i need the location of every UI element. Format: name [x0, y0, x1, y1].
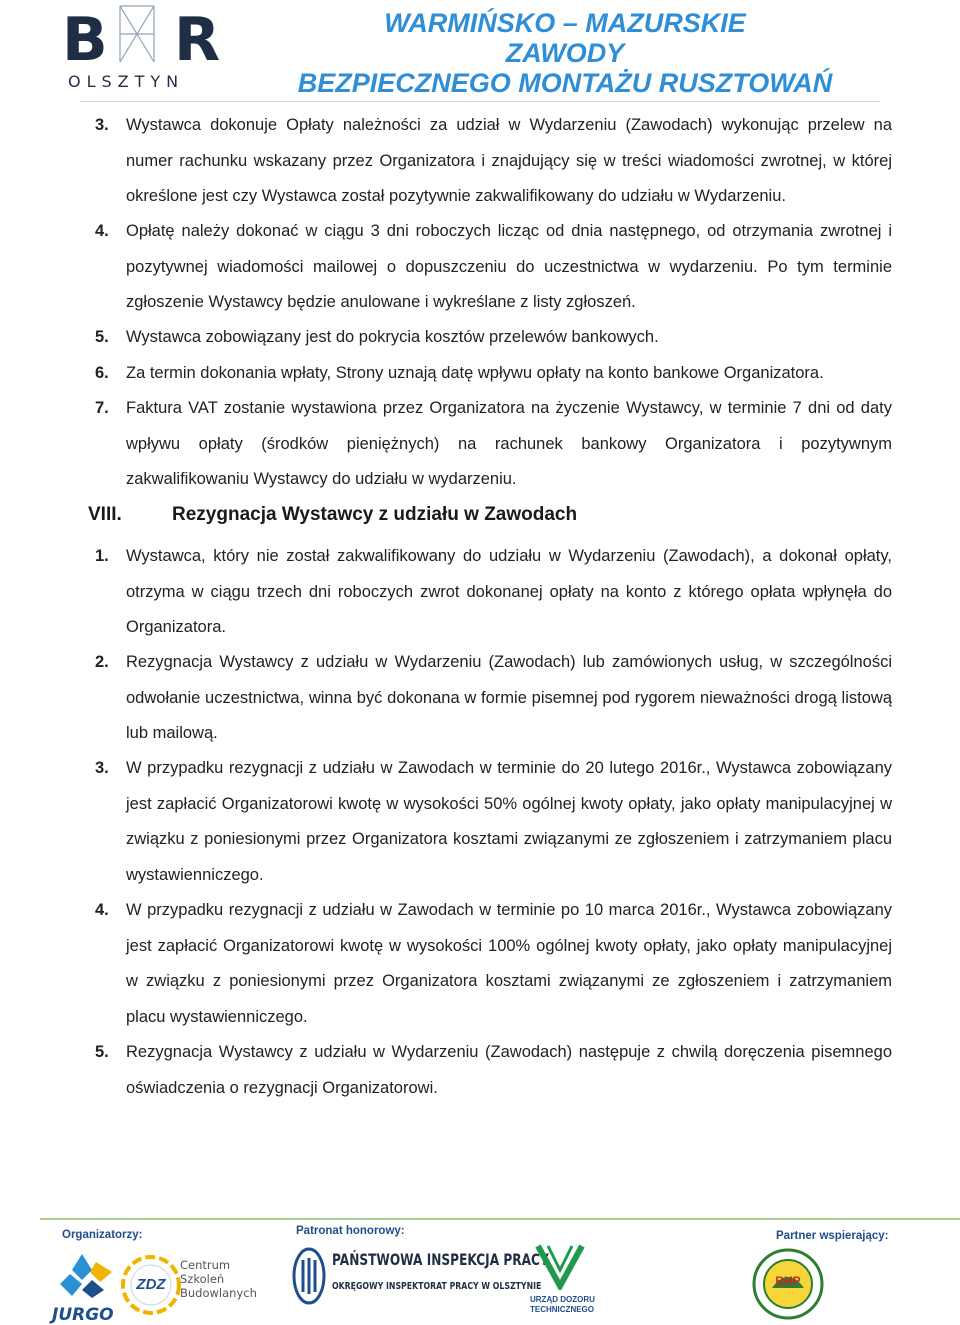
udt-logo-icon — [530, 1242, 590, 1290]
bhp-partner-logo — [752, 1248, 824, 1320]
bmr-logo — [62, 4, 232, 96]
zdz-logo — [120, 1252, 182, 1318]
udt-logo — [530, 1242, 595, 1320]
event-title — [270, 8, 860, 98]
svg-text:B: B — [62, 5, 108, 66]
patron-label: Patronat honorowy: — [296, 1225, 405, 1237]
list-item-text: W przypadku rezygnacji z udziału w Zawodach w terminie po 10 marca 2016r., Wystawca zobowiązany jest zapłacić Organizatorowi kwotę w wysokości 100% ogólnej kwoty opłaty, jako opłaty manipulacyjnej w związku z poniesionymi przez Organizatora kosztami związanymi ze zgłoszeniem i zatrzymaniem placu wystawienniczego. — [126, 901, 892, 1026]
list-item — [95, 108, 892, 215]
udt-logo-line-1: URZĄD DOZORU — [530, 1295, 595, 1304]
list-item-text: Wystawca dokonuje Opłaty należności za udział w Wydarzeniu (Zawodach) wykonując przelew na numer rachunku wskazany przez Organizatora i znajdujący się w treści wiadomości zwrotnej, w której określone jest czy Wystawca został pozytywnie zakwalifikowany do udziału w Wydarzeniu. — [126, 116, 892, 205]
pip-logo-subtitle: OKRĘGOWY INSPEKTORAT PRACY W OLSZTYNIE — [332, 1281, 542, 1292]
header-divider — [80, 101, 880, 102]
list-item — [95, 320, 892, 356]
list-item-number: 1. — [95, 547, 109, 565]
bhp-badge-text: BHP — [775, 1274, 801, 1288]
event-title-line-3: BEZPIECZNEGO MONTAŻU RUSZTOWAŃ — [297, 68, 833, 98]
list-item-text: W przypadku rezygnacji z udziału w Zawodach w terminie do 20 lutego 2016r., Wystawca zobowiązany jest zapłacić Organizatorowi kwotę w wysokości 50% ogólnej kwoty opłaty, jako opłaty manipulacyjnej w związku z poniesionymi przez Organizatora kosztami związanymi ze zgłoszeniem i zatrzymaniem placu wystawienniczego. — [126, 759, 892, 884]
list-item — [95, 539, 892, 646]
bmr-logo-city: OLSZTYN — [68, 72, 185, 91]
zdz-badge-text: ZDZ — [136, 1276, 166, 1293]
list-item-text: Wystawca zobowiązany jest do pokrycia kosztów przelewów bankowych. — [126, 328, 659, 346]
list-item — [95, 893, 892, 1035]
partner-label: Partner wspierający: — [776, 1230, 889, 1242]
list-item-text: Opłatę należy dokonać w ciągu 3 dni roboczych licząc od dnia następnego, od otrzymania zwrotnej i pozytywnej wiadomości mailowej o dopuszczeniu do uczestnictwa w wydarzeniu. Po tym terminie zgłoszenie Wystawcy będzie anulowane i wykreślane z listy zgłoszeń. — [126, 222, 892, 311]
bmr-logo-mark — [62, 4, 232, 66]
list-item-number: 3. — [95, 759, 109, 777]
czsb-logo — [180, 1258, 270, 1300]
list-item-number: 7. — [95, 399, 109, 417]
list-item-text: Rezygnacja Wystawcy z udziału w Wydarzeniu (Zawodach) lub zamówionych usług, w szczególności odwołanie uczestnictwa, winna być dokonana w formie pisemnej pod rygorem nieważności drogą listową lub mailową. — [126, 653, 892, 742]
list-item-number: 4. — [95, 901, 109, 919]
jurgo-logo — [52, 1252, 120, 1325]
czsb-logo-line-2: Szkoleń — [180, 1272, 225, 1286]
list-item — [95, 645, 892, 752]
list-item — [95, 214, 892, 321]
udt-logo-line-2: TECHNICZNEGO — [530, 1305, 594, 1314]
list-item — [95, 751, 892, 893]
section-number: VIII. — [88, 504, 122, 525]
pip-logo — [332, 1250, 549, 1292]
list-item-number: 6. — [95, 364, 109, 382]
section-title: Rezygnacja Wystawcy z udziału w Zawodach — [172, 504, 578, 525]
event-title-line-1: WARMIŃSKO – MAZURSKIE — [384, 8, 746, 38]
list-item-number: 3. — [95, 116, 109, 134]
list-item-text: Wystawca, który nie został zakwalifikowany do udziału w Wydarzeniu (Zawodach), a dokonał opłaty, otrzyma w ciągu trzech dni roboczych zwrot dokonanej opłaty na konto z którego opłata wpłynęła do Organizatora. — [126, 547, 892, 636]
footer-divider — [40, 1218, 960, 1220]
event-title-line-2: ZAWODY — [505, 38, 625, 68]
jurgo-logo-text: JURGO — [52, 1305, 114, 1325]
list-item — [95, 356, 892, 392]
list-item-text: Rezygnacja Wystawcy z udziału w Wydarzeniu (Zawodach) następuje z chwilą doręczenia pisemnego oświadczenia o rezygnacji Organizatorowi. — [126, 1043, 892, 1097]
page-footer — [0, 1212, 960, 1325]
list-item-number: 5. — [95, 1043, 109, 1061]
list-item — [95, 1035, 892, 1106]
organizers-label: Organizatorzy: — [62, 1229, 143, 1241]
czsb-logo-line-3: Budowlanych — [180, 1286, 257, 1300]
jurgo-logo-mark — [52, 1252, 120, 1298]
list-item-number: 4. — [95, 222, 109, 240]
page-header — [0, 0, 960, 104]
list-item-text: Faktura VAT zostanie wystawiona przez Organizatora na życzenie Wystawcy, w terminie 7 dni od daty wpływu opłaty (środków pieniężnych) na rachunek bankowy Organizatora i pozytywnym zakwalifikowaniu Wystawcy do udziału w wydarzeniu. — [126, 399, 892, 488]
list-item-number: 5. — [95, 328, 109, 346]
czsb-logo-line-1: Centrum — [180, 1258, 231, 1272]
list-item — [95, 391, 892, 498]
list-item-number: 2. — [95, 653, 109, 671]
list-item-text: Za termin dokonania wpłaty, Strony uznają datę wpływu opłaty na konto bankowe Organizatora. — [126, 364, 824, 382]
pip-logo-title: PAŃSTWOWA INSPEKCJA PRACY — [332, 1250, 549, 1269]
udt-logo-text — [530, 1295, 595, 1315]
pip-emblem — [292, 1246, 326, 1306]
pip-emblem-icon — [292, 1246, 326, 1306]
svg-text:R: R — [174, 5, 221, 66]
